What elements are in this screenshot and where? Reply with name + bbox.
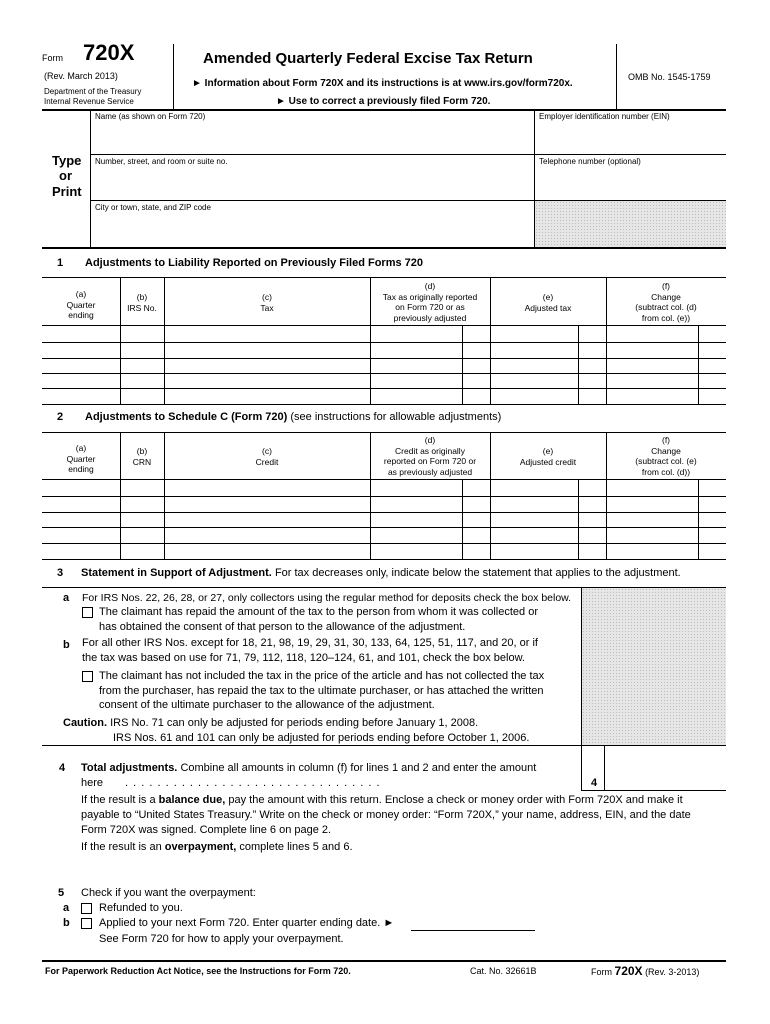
p2-col-f: (f) Change (subtract col. (e) from col. (d)) [635, 435, 697, 477]
refund-checkbox[interactable] [81, 903, 92, 914]
part2-title-line: Adjustments to Schedule C (Form 720) (see instructions for allowable adjustments) [85, 411, 502, 423]
p1-col-e: (e) Adjusted tax [524, 292, 572, 313]
ein-field[interactable] [535, 122, 725, 152]
name-label: Name (as shown on Form 720) [95, 112, 206, 121]
revision-date: (Rev. March 2013) [44, 71, 118, 81]
print-label: Print [52, 184, 82, 199]
part3-shaded-area [582, 588, 726, 745]
part5-a-letter: a [63, 902, 70, 914]
catalog-number: Cat. No. 32661B [470, 966, 537, 976]
caution-line2: IRS Nos. 61 and 101 can only be adjusted for periods ending before October 1, 2006. [113, 732, 530, 744]
part4-number: 4 [59, 762, 66, 774]
phone-label: Telephone number (optional) [539, 157, 641, 166]
part5-b-letter: b [63, 917, 70, 929]
p1-col-f: (f) Change (subtract col. (d) from col. (e)) [635, 281, 697, 323]
form-number: 720X [83, 40, 135, 65]
part3-b-box-text2: from the purchaser, has repaid the tax to the ultimate purchaser, or has attached the written [99, 685, 544, 697]
apply-next-form-checkbox[interactable] [81, 918, 92, 929]
form-word: Form [42, 53, 63, 63]
part4-box-number: 4 [591, 777, 598, 789]
use-line: ► Use to correct a previously filed Form 720. [276, 96, 491, 107]
omb-number: OMB No. 1545-1759 [628, 72, 711, 82]
type-label: Type [52, 153, 82, 168]
address-label: Number, street, and room or suite no. [95, 157, 228, 166]
refund-text: Refunded to you. [99, 902, 183, 914]
part4-here-line: here . . . . . . . . . . . . . . . . . . . . . . . . . . . . . . . . [81, 777, 381, 789]
part3-a-letter: a [63, 592, 70, 604]
ein-label: Employer identification number (EIN) [539, 112, 670, 121]
p1-col-d: (d) Tax as originally reported on Form 720 or as previously adjusted [382, 281, 478, 323]
part3-title-line: Statement in Support of Adjustment. For tax decreases only, indicate below the statement that applies to the adjustment. [81, 567, 681, 579]
p2-col-c: (c) Credit [255, 446, 279, 467]
part3-a-text: For IRS Nos. 22, 26, 28, or 27, only collectors using the regular method for deposits check the box below. [82, 592, 572, 604]
phone-field[interactable] [535, 167, 725, 197]
part1-title: Adjustments to Liability Reported on Previously Filed Forms 720 [85, 257, 424, 269]
p2-col-d: (d) Credit as originally reported on Form 720 or as previously adjusted [383, 435, 477, 477]
see-form-720-text: See Form 720 for how to apply your overpayment. [99, 933, 344, 945]
city-label: City or town, state, and ZIP code [95, 203, 211, 212]
department-line: Department of the Treasury [44, 87, 142, 96]
part5-title: Check if you want the overpayment: [81, 887, 256, 899]
footer-form-id: Form 720X (Rev. 3-2013) [591, 964, 700, 978]
apply-next-form-text: Applied to your next Form 720. Enter quarter ending date. ► [99, 917, 395, 929]
city-field[interactable] [91, 213, 533, 243]
overpayment-line: If the result is an overpayment, complete lines 5 and 6. [81, 841, 353, 853]
agency-line: Internal Revenue Service [44, 97, 134, 106]
part3-b-letter: b [63, 639, 70, 651]
form-title: Amended Quarterly Federal Excise Tax Return [203, 50, 533, 67]
p1-col-c: (c) Tax [260, 292, 274, 313]
part3-b-text1: For all other IRS Nos. except for 18, 21, 98, 19, 29, 31, 30, 133, 64, 125, 51, 117, and 20, or if [82, 637, 538, 649]
part3-a-box-text2: has obtained the consent of that person to the allowance of the adjustment. [99, 621, 466, 633]
total-adjustments-field[interactable] [605, 746, 726, 790]
or-label: or [59, 168, 72, 183]
caution-line1: Caution. IRS No. 71 can only be adjusted for periods ending before January 1, 2008. [63, 717, 479, 729]
part3-b-checkbox[interactable] [82, 671, 93, 682]
name-field[interactable] [91, 122, 533, 152]
shaded-area [535, 201, 726, 248]
p2-col-b: (b) CRN [132, 446, 152, 467]
part3-a-box-text1: The claimant has repaid the amount of the tax to the person from whom it was collected or [99, 606, 539, 618]
p1-col-b: (b) IRS No. [127, 292, 157, 313]
balance-due-line1: If the result is a balance due, pay the amount with this return. Enclose a check or money order with Form 720X and make it [81, 794, 683, 806]
part3-a-checkbox[interactable] [82, 607, 93, 618]
p2-col-a: (a) Quarter ending [66, 443, 96, 474]
info-line: ► Information about Form 720X and its instructions is at www.irs.gov/form720x. [192, 78, 573, 89]
balance-due-line3: Form 720X was signed. Complete line 6 on page 2. [81, 824, 332, 836]
part3-b-box-text1: The claimant has not included the tax in the price of the article and has not collected the tax [99, 670, 545, 682]
paperwork-notice: For Paperwork Reduction Act Notice, see the Instructions for Form 720. [45, 966, 351, 976]
part3-number: 3 [57, 567, 64, 579]
part1-number: 1 [57, 257, 64, 269]
quarter-ending-date-field[interactable] [411, 914, 535, 930]
balance-due-line2: payable to “United States Treasury.” Write on the check or money order: “Form 720X,” your name, address, EIN, and the date [81, 809, 691, 821]
address-field[interactable] [91, 167, 533, 197]
part3-b-text2: the tax was based on use for 71, 79, 112, 118, 120–124, 61, and 101, check the box below. [82, 652, 525, 664]
part2-number: 2 [57, 411, 64, 423]
part3-b-box-text3: consent of the ultimate purchaser to the allowance of the adjustment. [99, 699, 435, 711]
p2-col-e: (e) Adjusted credit [519, 446, 577, 467]
part4-title-line: Total adjustments. Combine all amounts in column (f) for lines 1 and 2 and enter the amount [81, 762, 537, 774]
p1-col-a: (a) Quarter ending [66, 289, 96, 320]
part5-number: 5 [58, 887, 65, 899]
